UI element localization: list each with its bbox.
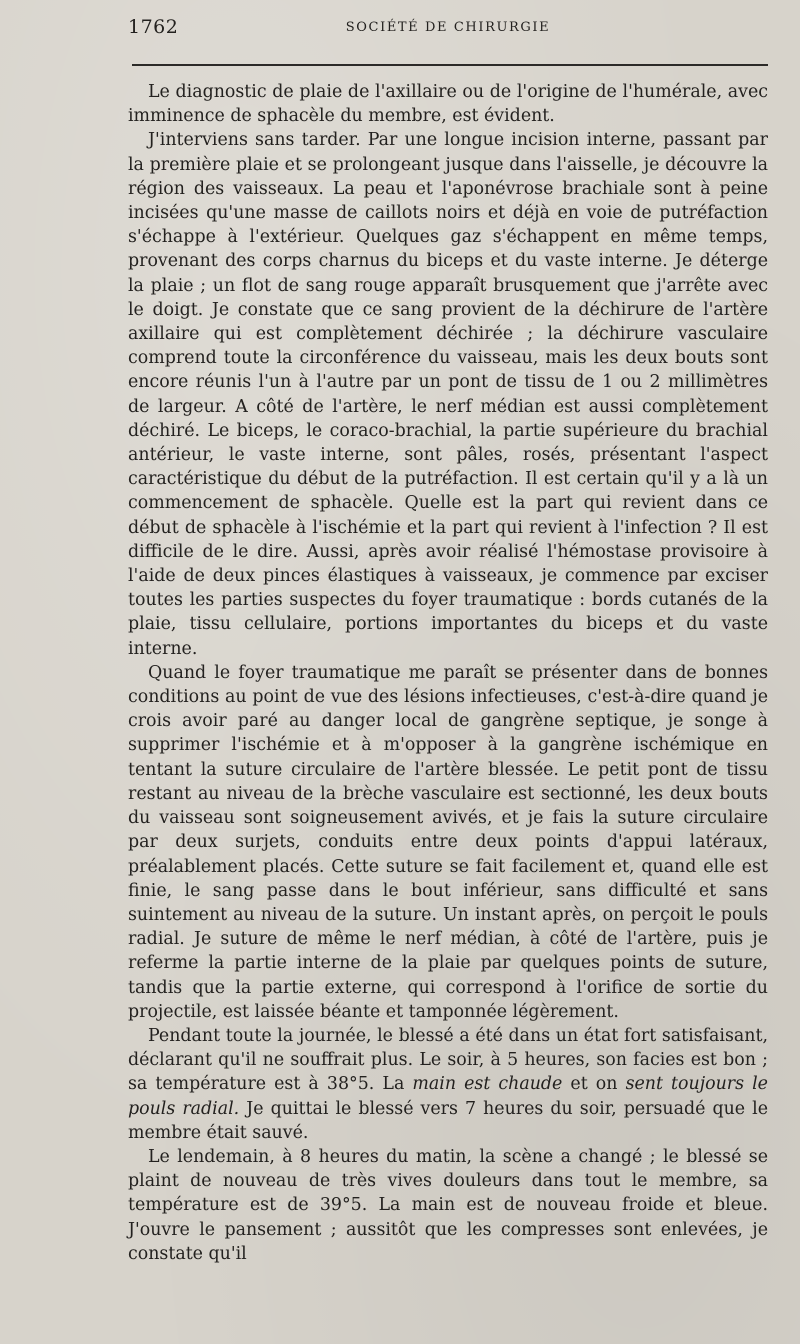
page-number: 1762 [128,16,179,38]
paragraph-evening [128,1024,768,1145]
paragraph-evening-text-1: Pendant toute la journée, le blessé a été dans un état fort satisfaisant, déclarant qu'il ne souffrait plus. Le soir, à 5 heures, son facies est bon ; sa température est à 38°5. La [128,1025,768,1095]
paragraph-diagnosis: Le diagnostic de plaie de l'axillaire ou de l'origine de l'humérale, avec imminence de sphacèle du membre, est évident. [128,82,768,127]
running-title: SOCIÉTÉ DE CHIRURGIE [345,20,551,35]
paragraph-evening-text-2: et on [562,1074,626,1095]
body-text [128,80,768,1266]
paragraph-next-day: Le lendemain, à 8 heures du matin, la scène a changé ; le blessé se plaint de nouveau de très vives douleurs dans tout le membre, sa température est de 39°5. La main est de nouveau froide et bleue. J'ouvre le pansement ; aussitôt que les compresses sont enlevées, je constate qu'il [128,1146,768,1264]
paragraph-suture: Quand le foyer traumatique me paraît se présenter dans de bonnes conditions au point de vue des lésions infectieuses, c'est-à-dire quand je crois avoir paré au danger local de gangrène septique, je songe à supprimer l'ischémie et à m'opposer à la gangrène ischémique en tentant la suture circulaire de l'artère blessée. Le petit pont de tissu restant au niveau de la brèche vasculaire est sectionné, les deux bouts du vaisseau sont soigneusement avivés, et je fais la suture circulaire par deux surjets, conduits entre deux points d'appui latéraux, préalablement placés. Cette suture se fait facilement et, quand elle est finie, le sang passe dans le bout inférieur, sans difficulté et sans suintement au niveau de la suture. Un instant après, on perçoit le pouls radial. Je suture de même le nerf médian, à côté de l'artère, puis je referme la partie interne de la plaie par quelques points de suture, tandis que la partie externe, qui correspond à l'orifice de sortie du projectile, est laissée béante et tamponnée légèrement. [128,662,768,1022]
page-header [128,16,768,46]
italic-phrase-pouls-radial: sent toujours le pouls radial. [128,1074,768,1119]
header-rule [132,64,768,66]
paragraph-operation: J'interviens sans tarder. Par une longue incision interne, passant par la première plaie et se prolongeant jusque dans l'aisselle, je découvre la région des vaisseaux. La peau et l'aponévrose brachiale sont à peine incisées qu'une masse de caillots noirs et déjà en voie de putréfaction s'échappe à l'extérieur. Quelques gaz s'échappent en même temps, provenant des corps charnus du biceps et du vaste interne. Je déterge la plaie ; un flot de sang rouge apparaît brusquement que j'arrête avec le doigt. Je constate que ce sang provient de la déchirure de l'artère axillaire qui est complètement déchirée ; la déchirure vasculaire comprend toute la circonférence du vaisseau, mais les deux bouts sont encore réunis l'un à l'autre par un pont de tissu de 1 ou 2 millimètres de largeur. A côté de l'artère, le nerf médian est aussi complètement déchiré. Le biceps, le coraco-brachial, la partie supérieure du brachial antérieur, le vaste interne, sont pâles, rosés, présentant l'aspect caractéristique du début de la putréfaction. Il est certain qu'il y a là un commencement de sphacèle. Quelle est la part qui revient dans ce début de sphacèle à l'ischémie et la part qui revient à l'infection ? Il est difficile de le dire. Aussi, après avoir réalisé l'hémostase provisoire à l'aide de deux pinces élastiques à vaisseaux, je commence par exciser toutes les parties suspectes du foyer traumatique : bords cutanés de la plaie, tissu cellulaire, portions importantes du biceps et du vaste interne. [128,130,768,659]
paragraph-evening-text-3: Je quittai le blessé vers 7 heures du soir, persuadé que le membre était sauvé. [128,1098,768,1143]
italic-phrase-main-chaude: main est chaude [412,1074,563,1095]
